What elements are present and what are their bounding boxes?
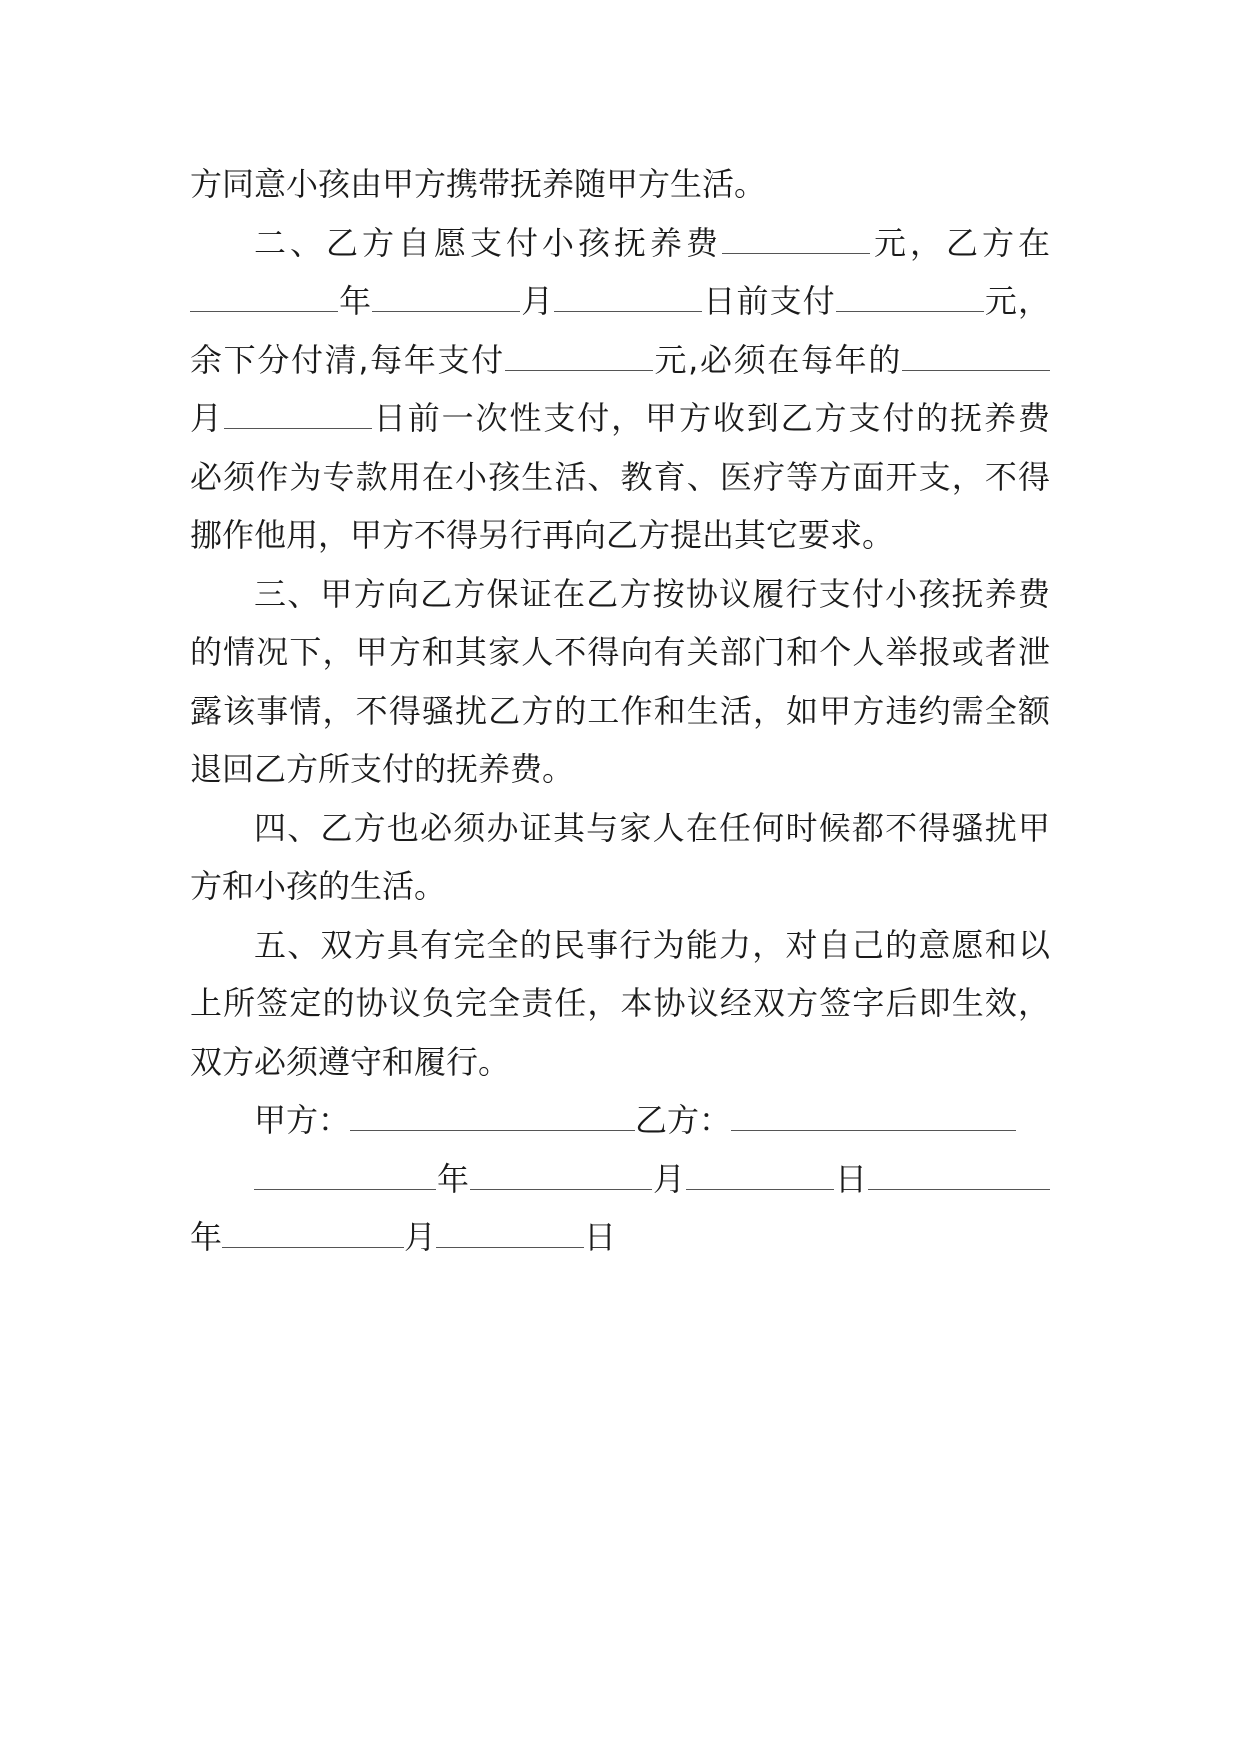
paragraph-3-line-2 [190,623,1050,682]
signature-line [190,1091,1050,1150]
party-a-month-blank[interactable] [470,1161,652,1190]
paragraph-5-line-2 [190,974,1050,1033]
paragraph-5-line-3 [190,1033,1050,1092]
text-segment: 露该事情，不得骚扰乙方的工作和生活，如甲方违约需全额 [190,691,1050,730]
text-segment: 月 [652,1159,686,1198]
text-segment: 年 [190,1218,223,1256]
text-segment: 退回乙方所支付的抚养费。 [190,750,575,788]
party-b-signature-blank[interactable] [731,1102,1016,1131]
annual-day-blank[interactable] [224,400,372,429]
text-segment: 三、甲方向乙方保证在乙方按协议履行支付小孩抚养费 [254,574,1050,613]
text-segment: 年 [338,282,373,320]
text-segment: 余下分付清,每年支付 [190,340,505,379]
party-a-signature-blank[interactable] [350,1102,635,1131]
paragraph-3-line-1 [190,565,1050,624]
party-a-label: 甲方： [254,1101,351,1139]
text-segment: 必须作为专款用在小孩生活、教育、医疗等方面开支，不得 [190,457,1050,496]
annual-month-blank[interactable] [902,342,1050,371]
paragraph-3-line-3 [190,682,1050,741]
party-b-year-blank[interactable] [868,1161,1050,1190]
paragraph-2-line-1 [190,214,1050,273]
date-line-1 [190,1150,1050,1209]
party-b-day-blank[interactable] [436,1219,584,1248]
party-b-label: 乙方： [635,1101,732,1139]
text-segment: 日前一次性支付，甲方收到乙方支付的抚养费 [371,399,1050,437]
text-segment: 年 [436,1159,470,1198]
text-segment: 日 [584,1218,617,1256]
text-segment: 的情况下，甲方和其家人不得向有关部门和个人举报或者泄 [190,633,1050,671]
text-segment: 四、乙方也必须办证其与家人在任何时候都不得骚扰甲 [254,808,1050,847]
text-segment: 元，乙方在 [869,223,1050,262]
paragraph-5-line-1 [190,916,1050,975]
annual-payment-blank[interactable] [505,342,653,371]
party-b-month-blank[interactable] [222,1219,404,1248]
text-segment: 挪作他用，甲方不得另行再向乙方提出其它要求。 [190,516,895,554]
initial-payment-blank[interactable] [836,283,984,312]
paragraph-2-line-2 [190,272,1050,331]
day-blank[interactable] [554,283,702,312]
text-segment: 方和小孩的生活。 [190,867,447,905]
paragraph-1-line-1 [190,155,1050,214]
paragraph-2-line-5 [190,448,1050,507]
paragraph-3-line-4 [190,740,1050,799]
text-segment: 方同意小孩由甲方携带抚养随甲方生活。 [190,165,767,203]
year-blank[interactable] [190,283,338,312]
paragraph-4-line-1 [190,799,1050,858]
date-line-2 [190,1208,1050,1267]
text-segment: 五、双方具有完全的民事行为能力，对自己的意愿和以 [254,925,1050,964]
text-segment: 双方必须遵守和履行。 [190,1042,511,1081]
text-segment: 元,必须在每年的 [652,340,902,379]
party-a-day-blank[interactable] [686,1161,834,1190]
text-segment: 日 [834,1159,868,1198]
agreement-body [190,155,1050,1267]
text-segment: 月 [190,399,224,437]
text-segment: 月 [404,1218,437,1256]
text-segment: 二、乙方自愿支付小孩抚养费 [254,223,722,262]
paragraph-2-line-4 [190,389,1050,448]
text-segment: 上所签定的协议负完全责任，本协议经双方签字后即生效， [190,984,1050,1022]
text-segment: 日前支付 [702,282,836,320]
party-a-year-blank[interactable] [254,1161,436,1190]
text-segment: 月 [520,282,555,320]
text-segment: 元， [983,282,1050,320]
paragraph-4-line-2 [190,857,1050,916]
paragraph-2-line-6 [190,506,1050,565]
month-blank[interactable] [372,283,520,312]
fee-amount-blank[interactable] [722,225,870,254]
paragraph-2-line-3 [190,331,1050,390]
